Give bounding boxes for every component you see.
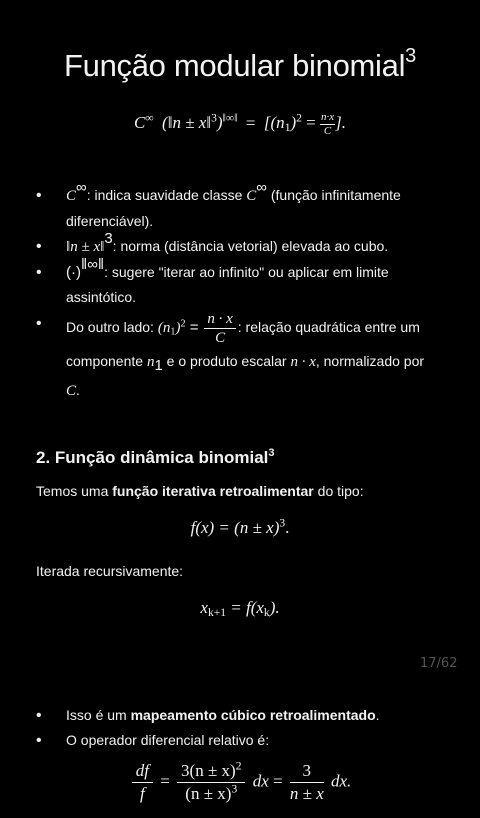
eq1-rhs: [$(n_1)^2$ = $\frac{n\cdot x}{C}$ ]. xyxy=(263,111,347,137)
section-heading: 2. Função dinâmica binomial$^3$ xyxy=(36,447,275,467)
paragraph-recursion: Iterada recursivamente: xyxy=(36,563,184,579)
recursion-equation: $x_{k+1} = f(x_k)$. xyxy=(200,598,280,619)
eq1-equals: = xyxy=(245,113,256,133)
list-item: • ‖n ± x‖$^3$: norma (distância vetorial) elevada ao cubo. xyxy=(36,234,441,260)
eq1-fraction: $\frac{n\cdot x}{C}$ xyxy=(321,111,335,137)
definition-list xyxy=(36,178,441,405)
list-item: • O operador diferencial relativo é: xyxy=(36,728,441,753)
list-item: • (·)‖∞‖: sugere "iterar ao infinito" ou aplicar em limite assintótico. xyxy=(36,260,441,310)
inline-fraction: $\frac{n \cdot x}{C}$ xyxy=(204,310,235,347)
eq1-norm: (‖n ± x‖$^3$)‖∞‖ xyxy=(162,112,238,133)
page-title xyxy=(0,45,480,84)
title-superscript: 3 xyxy=(405,45,416,67)
operator-list xyxy=(36,703,441,753)
eq1-lead: C∞ xyxy=(133,112,154,133)
differential-equation: $\frac{df}{f}$ = $\frac{3(n \pm x)^2}{(n \pm x)^3}$ dx = $\frac{3}{n \pm x}$ dx. xyxy=(0,760,480,805)
main-equation xyxy=(0,112,480,137)
title-text: Função modular binomial xyxy=(64,48,406,83)
fraction-derivative: $\frac{3(n \pm x)^2}{(n \pm x)^3}$ xyxy=(177,760,245,805)
iteration-equation: $f(x) = (n \pm x)^3$. xyxy=(190,516,290,537)
list-item: • C∞: indica suavidade classe C∞ (função infinitamente diferenciável). xyxy=(36,183,441,234)
fraction-simplified: $\frac{3}{n \pm x}$ xyxy=(289,761,324,803)
list-item: • Isso é um mapeamento cúbico retroalimentado. xyxy=(36,703,441,728)
fraction-df-f: $\frac{df}{f}$ xyxy=(132,760,153,805)
page-number: 17/62 xyxy=(420,656,458,671)
paragraph-intro: Temos uma função iterativa retroalimentar do tipo: xyxy=(36,483,364,499)
list-item: • Do outro lado: $(n_1)^2$ = $\frac{n \cdot x}{C}$ : relação quadrática entre um componente $n_1$ e o produto escalar n · x, normalizado por C. xyxy=(36,310,441,405)
